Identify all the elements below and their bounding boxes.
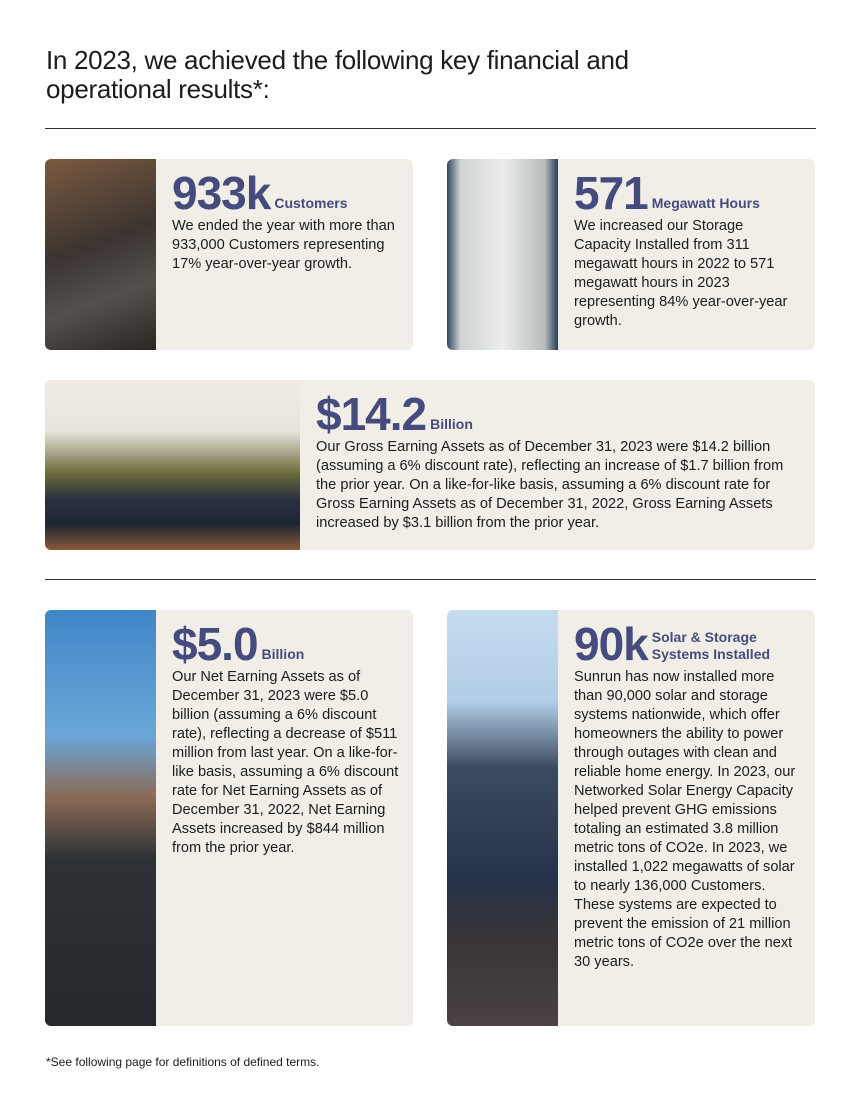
stat-description: Our Gross Earning Assets as of December 31, 2023 were $14.2 billion (assuming a 6% discount rate), reflecting an increase of $1.7 billion from the prior year. On a like-for-like basis, assuming a 6% discount rate for Gross Earning Assets as of December 31, 2022, Gross Earning Assets increased by $3.1 billion from the prior year. [316,439,784,531]
divider [45,128,816,129]
customers-card [45,159,413,350]
stat-unit: Billion [430,416,473,432]
stat-description: Our Net Earning Assets as of December 31, 2023 were $5.0 billion (assuming a 6% discount rate), reflecting a decrease of $511 million from last year. On a like-for-like basis, assuming a 6% discount rate for Net Earning Assets as of December 31, 2022, Net Earning Assets increased by $844 million from the prior year. [172,669,399,856]
stat-number: $14.2 [316,388,427,440]
stat-number: 90k [574,618,648,670]
divider [45,579,816,580]
rooftop-solar-photo [45,380,300,550]
customer-photo [45,159,156,350]
installer-photo [45,610,156,1026]
stat-unit: Megawatt Hours [651,195,760,211]
gross-earning-assets-card [45,380,815,550]
stat-unit: Billion [261,646,305,662]
stat-description: We ended the year with more than 933,000 Customers representing 17% year-over-year growth. [172,218,395,272]
footnote: *See following page for definitions of defined terms. [46,1055,320,1069]
net-earning-assets-card [45,610,413,1026]
stat-number: 933k [172,167,271,219]
stat-description: We increased our Storage Capacity Installed from 311 megawatt hours in 2022 to 571 megawatt hours in 2023 representing 84% year-over-year growth. [574,218,788,329]
stat-unit: Solar & Storage Systems Installed [651,629,771,662]
stat-number: 571 [574,167,648,219]
battery-photo [447,159,558,350]
stat-unit: Customers [274,195,348,211]
page-title: In 2023, we achieved the following key financial and operational results*: [46,45,629,104]
solar-roof-photo [447,610,558,1026]
storage-card [447,159,815,350]
stat-description: Sunrun has now installed more than 90,000 solar and storage systems nationwide, which offer homeowners the ability to power through outages with clean and reliable home energy. In 2023, our Networked Solar Energy Capacity helped prevent GHG emissions totaling an estimated 3.8 million metric tons of CO2e. In 2023, we installed 1,022 megawatts of solar to nearly 136,000 Customers. These systems are expected to prevent the emission of 21 million metric tons of CO2e over the next 30 years. [574,669,796,970]
stat-number: $5.0 [172,618,258,670]
systems-installed-card [447,610,815,1026]
